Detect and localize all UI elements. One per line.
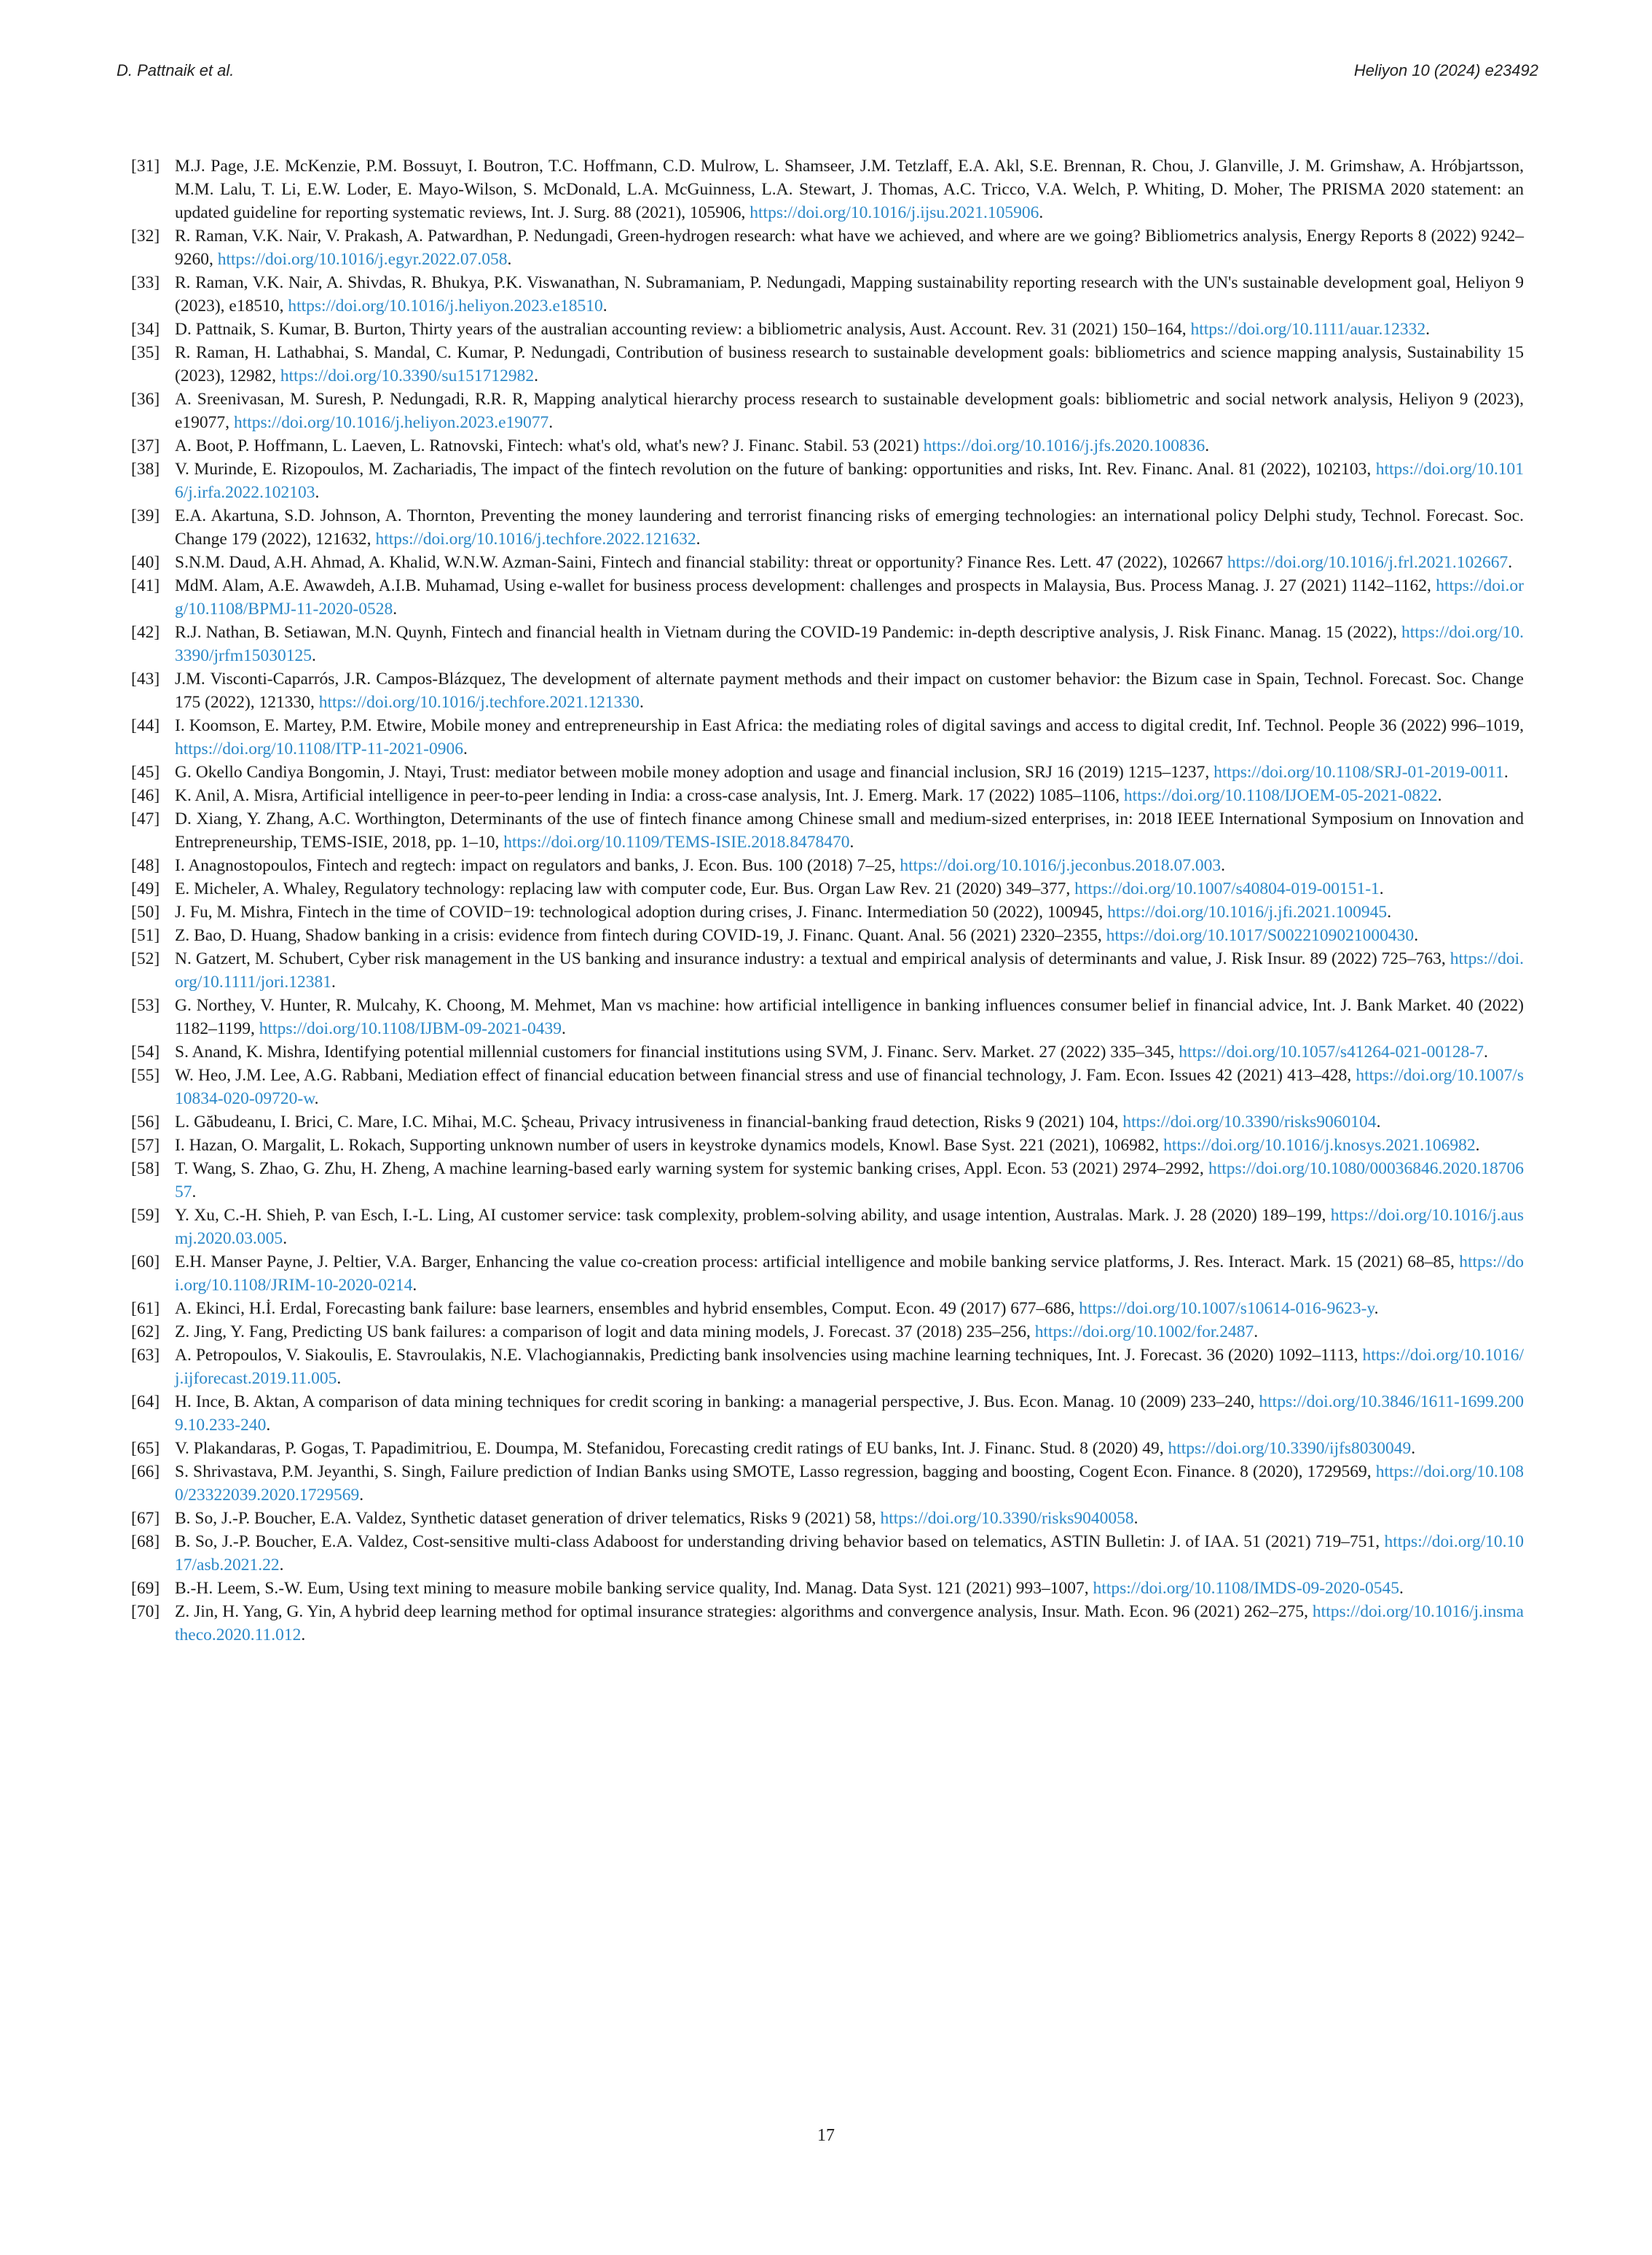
reference-tail: . <box>1254 1322 1259 1341</box>
doi-link[interactable]: https://doi.org/10.1016/j.irfa.2022.102103 <box>175 460 1524 502</box>
reference-list <box>131 154 1524 1647</box>
reference-tail: . <box>301 1625 306 1644</box>
doi-link[interactable]: https://doi.org/10.1111/auar.12332 <box>1190 320 1426 339</box>
reference-text: S.N.M. Daud, A.H. Ahmad, A. Khalid, W.N.W. Azman-Saini, Fintech and financial stability: threat or opportunity? Finance Res. Lett. 47 (2022), 102667 <box>175 553 1227 572</box>
reference-number: [43] <box>131 670 160 689</box>
reference-text: V. Murinde, E. Rizopoulos, M. Zachariadis, The impact of the fintech revolution on the future of banking: opportunities and risks, Int. Rev. Financ. Anal. 81 (2022), 102103, <box>175 460 1376 479</box>
doi-link[interactable]: https://doi.org/10.1080/23322039.2020.1729569 <box>175 1462 1524 1505</box>
reference-item <box>131 1064 1524 1110</box>
reference-text: A. Petropoulos, V. Siakoulis, E. Stavroulakis, N.E. Vlachogiannakis, Predicting bank insolvencies using machine learning techniques, Int. J. Forecast. 36 (2020) 1092–1113, <box>175 1346 1363 1365</box>
reference-number: [65] <box>131 1439 160 1458</box>
reference-number: [59] <box>131 1206 160 1225</box>
reference-text: A. Ekinci, H.İ. Erdal, Forecasting bank failure: base learners, ensembles and hybrid ensembles, Comput. Econ. 49 (2017) 677–686, <box>175 1299 1079 1318</box>
reference-text: M.J. Page, J.E. McKenzie, P.M. Bossuyt, I. Boutron, T.C. Hoffmann, C.D. Mulrow, L. Shamseer, J.M. Tetzlaff, E.A. Akl, S.E. Brennan, R. Chou, J. Glanville, J. M. Grimshaw, A. Hróbjartsson, M.M. Lalu, T. Li, E.W. Loder, E. Mayo-Wilson, S. McDonald, L.A. McGuinness, L.A. Stewart, J. Thomas, A.C. Tricco, V.A. Welch, P. Whiting, D. Moher, The PRISMA 2020 statement: an updated guideline for reporting systematic reviews, Int. J. Surg. 88 (2021), 105906, <box>175 157 1524 222</box>
reference-text: H. Ince, B. Aktan, A comparison of data mining techniques for credit scoring in banking: a managerial perspective, J. Bus. Econ. Manag. 10 (2009) 233–240, <box>175 1392 1259 1411</box>
reference-tail: . <box>534 366 538 385</box>
reference-item <box>131 271 1524 318</box>
reference-tail: . <box>1379 879 1384 898</box>
reference-tail: . <box>1503 763 1509 782</box>
reference-number: [58] <box>131 1159 160 1178</box>
doi-link[interactable]: https://doi.org/10.3390/jrfm15030125 <box>175 623 1524 665</box>
reference-item <box>131 807 1524 854</box>
doi-link[interactable]: https://doi.org/10.1108/JRIM-10-2020-0214 <box>175 1252 1524 1295</box>
reference-number: [41] <box>131 576 160 595</box>
reference-tail: . <box>412 1276 417 1295</box>
doi-link[interactable]: https://doi.org/10.1002/for.2487 <box>1034 1322 1254 1341</box>
reference-tail: . <box>1508 553 1513 572</box>
reference-tail: . <box>1039 203 1044 222</box>
reference-number: [54] <box>131 1043 160 1062</box>
doi-link[interactable]: https://doi.org/10.1016/j.ausmj.2020.03.005 <box>175 1206 1524 1248</box>
reference-number: [45] <box>131 763 160 782</box>
doi-link[interactable]: https://doi.org/10.1108/ITP-11-2021-0906 <box>175 740 464 758</box>
reference-tail: . <box>283 1229 288 1248</box>
reference-tail: . <box>192 1183 197 1201</box>
reference-item <box>131 1250 1524 1297</box>
reference-number: [44] <box>131 716 160 735</box>
doi-link[interactable]: https://doi.org/10.1007/s10834-020-09720-w <box>175 1066 1524 1108</box>
reference-text: I. Koomson, E. Martey, P.M. Etwire, Mobile money and entrepreneurship in East Africa: the mediating roles of digital savings and access to digital credit, Inf. Technol. People 36 (2022) 996–1019, <box>175 716 1524 735</box>
doi-link[interactable]: https://doi.org/10.1108/IMDS-09-2020-0545 <box>1093 1579 1399 1598</box>
reference-text: S. Shrivastava, P.M. Jeyanthi, S. Singh, Failure prediction of Indian Banks using SMOTE, Lasso regression, bagging and boosting, Cogent Econ. Finance. 8 (2020), 1729569, <box>175 1462 1376 1481</box>
doi-link[interactable]: https://doi.org/10.3846/1611-1699.2009.10.233-240 <box>175 1392 1524 1435</box>
reference-tail: . <box>337 1369 342 1388</box>
reference-text: A. Sreenivasan, M. Suresh, P. Nedungadi, R.R. R, Mapping analytical hierarchy process research to sustainable development goals: bibliometric and social network analysis, Heliyon 9 (2023), e19077, <box>175 390 1524 432</box>
reference-item <box>131 901 1524 924</box>
reference-tail: . <box>314 1089 319 1108</box>
reference-text: J. Fu, M. Mishra, Fintech in the time of COVID−19: technological adoption during crises, J. Financ. Intermediation 50 (2022), 100945, <box>175 903 1108 922</box>
reference-text: D. Pattnaik, S. Kumar, B. Burton, Thirty years of the australian accounting review: a bibliometric analysis, Aust. Account. Rev. 31 (2021) 150–164, <box>175 320 1191 339</box>
reference-item <box>131 947 1524 994</box>
doi-link[interactable]: https://doi.org/10.3390/ijfs8030049 <box>1168 1439 1412 1458</box>
reference-item <box>131 667 1524 714</box>
reference-text: N. Gatzert, M. Schubert, Cyber risk management in the US banking and insurance industry: a textual and empirical analysis of determinants and value, J. Risk Insur. 89 (2022) 725–763, <box>175 949 1450 968</box>
reference-item <box>131 154 1524 224</box>
doi-link[interactable]: https://doi.org/10.1016/j.techfore.2021.121330 <box>318 693 640 712</box>
reference-text: V. Plakandaras, P. Gogas, T. Papadimitriou, E. Doumpa, M. Stefanidou, Forecasting credit ratings of EU banks, Int. J. Financ. Stud. 8 (2020) 49, <box>175 1439 1168 1458</box>
reference-item <box>131 1040 1524 1064</box>
reference-number: [39] <box>131 506 160 525</box>
reference-number: [47] <box>131 809 160 828</box>
reference-number: [48] <box>131 856 160 875</box>
reference-number: [61] <box>131 1299 160 1318</box>
reference-tail: . <box>1399 1579 1404 1598</box>
reference-tail: . <box>639 693 644 712</box>
doi-link[interactable]: https://doi.org/10.1007/s40804-019-00151-1 <box>1074 879 1380 898</box>
reference-text: E. Micheler, A. Whaley, Regulatory technology: replacing law with computer code, Eur. Bus. Organ Law Rev. 21 (2020) 349–377, <box>175 879 1075 898</box>
reference-number: [31] <box>131 157 160 176</box>
reference-text: J.M. Visconti-Caparrós, J.R. Campos-Blázquez, The development of alternate payment methods and their impact on customer behavior: the Bizum case in Spain, Technol. Forecast. Soc. Change 175 (2022), 121330, <box>175 670 1524 712</box>
reference-text: Z. Jing, Y. Fang, Predicting US bank failures: a comparison of logit and data mining models, J. Forecast. 37 (2018) 235–256, <box>175 1322 1035 1341</box>
running-header <box>117 61 1538 80</box>
doi-link[interactable]: https://doi.org/10.1109/TEMS-ISIE.2018.8478470 <box>503 833 850 852</box>
reference-tail: . <box>331 973 336 992</box>
doi-link[interactable]: https://doi.org/10.1016/j.techfore.2022.121632 <box>375 530 696 549</box>
reference-number: [63] <box>131 1346 160 1365</box>
reference-tail: . <box>1376 1113 1381 1132</box>
doi-link[interactable]: https://doi.org/10.3390/risks9060104 <box>1122 1113 1377 1132</box>
reference-number: [56] <box>131 1113 160 1132</box>
reference-text: B. So, J.-P. Boucher, E.A. Valdez, Synthetic dataset generation of driver telematics, Risks 9 (2021) 58, <box>175 1509 881 1528</box>
reference-item <box>131 854 1524 877</box>
reference-item <box>131 994 1524 1040</box>
reference-text: A. Boot, P. Hoffmann, L. Laeven, L. Ratnovski, Fintech: what's old, what's new? J. Financ. Stabil. 53 (2021) <box>175 436 924 455</box>
reference-item <box>131 388 1524 434</box>
doi-link[interactable]: https://doi.org/10.1016/j.heliyon.2023.e18510 <box>288 297 603 315</box>
doi-link[interactable]: https://doi.org/10.1016/j.ijsu.2021.105906 <box>750 203 1039 222</box>
reference-tail: . <box>266 1416 271 1435</box>
reference-number: [60] <box>131 1252 160 1271</box>
reference-number: [36] <box>131 390 160 409</box>
reference-item <box>131 458 1524 504</box>
reference-number: [51] <box>131 926 160 945</box>
reference-tail: . <box>1437 786 1442 805</box>
reference-item <box>131 784 1524 807</box>
doi-link[interactable]: https://doi.org/10.1017/asb.2021.22 <box>175 1532 1524 1574</box>
header-authors: D. Pattnaik et al. <box>117 61 235 79</box>
page-number: 17 <box>817 2126 835 2145</box>
reference-item <box>131 1460 1524 1507</box>
reference-number: [46] <box>131 786 160 805</box>
reference-item <box>131 714 1524 761</box>
reference-number: [53] <box>131 996 160 1015</box>
reference-item <box>131 1134 1524 1157</box>
doi-link[interactable]: https://doi.org/10.1108/BPMJ-11-2020-0528 <box>175 576 1524 619</box>
reference-number: [67] <box>131 1509 160 1528</box>
reference-text: Z. Jin, H. Yang, G. Yin, A hybrid deep learning method for optimal insurance strategies: algorithms and convergence analysis, Insur. Math. Econ. 96 (2021) 262–275, <box>175 1602 1313 1621</box>
reference-item <box>131 341 1524 388</box>
reference-text: I. Anagnostopoulos, Fintech and regtech: impact on regulators and banks, J. Econ. Bus. 100 (2018) 7–25, <box>175 856 900 875</box>
doi-link[interactable]: https://doi.org/10.1057/s41264-021-00128-7 <box>1179 1043 1484 1062</box>
doi-link[interactable]: https://doi.org/10.3390/su151712982 <box>280 366 535 385</box>
doi-link[interactable]: https://doi.org/10.1080/00036846.2020.1870657 <box>175 1159 1524 1201</box>
doi-link[interactable]: https://doi.org/10.1016/j.knosys.2021.106982 <box>1163 1136 1476 1155</box>
reference-text: R. Raman, V.K. Nair, V. Prakash, A. Patwardhan, P. Nedungadi, Green-hydrogen research: what have we achieved, and where are we going? Bibliometrics analysis, Energy Reports 8 (2022) 9242–9260, <box>175 227 1524 269</box>
reference-tail: . <box>1414 926 1419 945</box>
doi-link[interactable]: https://doi.org/10.1016/j.heliyon.2023.e19077 <box>233 413 549 432</box>
reference-text: R. Raman, H. Lathabhai, S. Mandal, C. Kumar, P. Nedungadi, Contribution of business research to sustainable development goals: bibliometrics and science mapping analysis, Sustainability 15 (2023), 12982, <box>175 343 1524 385</box>
reference-text: R.J. Nathan, B. Setiawan, M.N. Quynh, Fintech and financial health in Vietnam during the COVID-19 Pandemic: in-depth descriptive analysis, J. Risk Financ. Manag. 15 (2022), <box>175 623 1401 642</box>
reference-item <box>131 621 1524 667</box>
reference-tail: . <box>602 297 607 315</box>
reference-number: [37] <box>131 436 160 455</box>
doi-link[interactable]: https://doi.org/10.1016/j.insmatheco.2020.11.012 <box>175 1602 1524 1644</box>
reference-text: S. Anand, K. Mishra, Identifying potential millennial customers for financial institutions using SVM, J. Financ. Serv. Market. 27 (2022) 335–345, <box>175 1043 1179 1062</box>
reference-text: I. Hazan, O. Margalit, L. Rokach, Supporting unknown number of users in keystroke dynamics models, Knowl. Base Syst. 221 (2021), 106982, <box>175 1136 1164 1155</box>
reference-item <box>131 877 1524 901</box>
doi-link[interactable]: https://doi.org/10.1108/IJBM-09-2021-0439 <box>259 1019 562 1038</box>
reference-tail: . <box>359 1486 364 1505</box>
reference-item <box>131 1600 1524 1647</box>
reference-tail: . <box>1475 1136 1480 1155</box>
doi-link[interactable]: https://doi.org/10.1108/IJOEM-05-2021-0822 <box>1123 786 1438 805</box>
header-journal: Heliyon 10 (2024) e23492 <box>1353 61 1538 79</box>
reference-text: MdM. Alam, A.E. Awawdeh, A.I.B. Muhamad, Using e-wallet for business process development: challenges and prospects in Malaysia, Bus. Process Manag. J. 27 (2021) 1142–1162, <box>175 576 1436 595</box>
doi-link[interactable]: https://doi.org/10.1108/SRJ-01-2019-0011 <box>1214 763 1504 782</box>
reference-text: D. Xiang, Y. Zhang, A.C. Worthington, Determinants of the use of fintech finance among Chinese small and medium-sized enterprises, in: 2018 IEEE International Symposium on Innovation and Entrepreneurship, TEMS-ISIE, 2018, pp. 1–10, <box>175 809 1524 852</box>
doi-link[interactable]: https://doi.org/10.1007/s10614-016-9623-y <box>1079 1299 1374 1318</box>
reference-item <box>131 551 1524 574</box>
reference-tail: . <box>507 250 512 269</box>
reference-item <box>131 1110 1524 1134</box>
reference-text: G. Northey, V. Hunter, R. Mulcahy, K. Choong, M. Mehmet, Man vs machine: how artificial intelligence in banking influences consumer belief in financial advice, Int. J. Bank Market. 40 (2022) 1182–1199, <box>175 996 1524 1038</box>
reference-item <box>131 1157 1524 1204</box>
reference-number: [68] <box>131 1532 160 1551</box>
reference-number: [33] <box>131 273 160 292</box>
doi-link[interactable]: https://doi.org/10.1016/j.jeconbus.2018.07.003 <box>900 856 1222 875</box>
reference-number: [32] <box>131 227 160 246</box>
reference-number: [57] <box>131 1136 160 1155</box>
reference-number: [50] <box>131 903 160 922</box>
reference-item <box>131 1344 1524 1390</box>
reference-tail: . <box>1221 856 1226 875</box>
reference-number: [66] <box>131 1462 160 1481</box>
reference-item <box>131 924 1524 947</box>
reference-tail: . <box>548 413 554 432</box>
reference-tail: . <box>315 483 320 502</box>
reference-item <box>131 761 1524 784</box>
reference-text: R. Raman, V.K. Nair, A. Shivdas, R. Bhukya, P.K. Viswanathan, N. Subramaniam, P. Nedungadi, Mapping sustainability reporting research with the UN's sustainable development goal, Heliyon 9 (2023), e18510, <box>175 273 1524 315</box>
reference-item <box>131 1507 1524 1530</box>
doi-link[interactable]: https://doi.org/10.1016/j.jfs.2020.100836 <box>923 436 1205 455</box>
reference-text: Y. Xu, C.-H. Shieh, P. van Esch, I.-L. Ling, AI customer service: task complexity, problem-solving ability, and usage intention, Australas. Mark. J. 28 (2020) 189–199, <box>175 1206 1331 1225</box>
reference-number: [49] <box>131 879 160 898</box>
reference-text: W. Heo, J.M. Lee, A.G. Rabbani, Mediation effect of financial education between financial stress and use of financial technology, J. Fam. Econ. Issues 42 (2021) 413–428, <box>175 1066 1356 1085</box>
reference-number: [38] <box>131 460 160 479</box>
reference-text: B.-H. Leem, S.-W. Eum, Using text mining to measure mobile banking service quality, Ind. Manag. Data Syst. 121 (2021) 993–1007, <box>175 1579 1093 1598</box>
reference-item <box>131 1320 1524 1344</box>
reference-number: [64] <box>131 1392 160 1411</box>
doi-link[interactable]: https://doi.org/10.1016/j.jfi.2021.100945 <box>1107 903 1388 922</box>
reference-number: [35] <box>131 343 160 362</box>
reference-number: [40] <box>131 553 160 572</box>
reference-item <box>131 434 1524 458</box>
doi-link[interactable]: https://doi.org/10.1016/j.egyr.2022.07.058 <box>217 250 508 269</box>
reference-item <box>131 1437 1524 1460</box>
doi-link[interactable]: https://doi.org/10.1016/j.frl.2021.102667 <box>1227 553 1509 572</box>
reference-text: Z. Bao, D. Huang, Shadow banking in a crisis: evidence from fintech during COVID-19, J. Financ. Quant. Anal. 56 (2021) 2320–2355, <box>175 926 1106 945</box>
reference-number: [52] <box>131 949 160 968</box>
reference-text: L. Găbudeanu, I. Brici, C. Mare, I.C. Mihai, M.C. Şcheau, Privacy intrusiveness in financial-banking fraud detection, Risks 9 (2021) 104, <box>175 1113 1123 1132</box>
reference-tail: . <box>463 740 468 758</box>
reference-item <box>131 1297 1524 1320</box>
reference-item <box>131 1577 1524 1600</box>
reference-item <box>131 574 1524 621</box>
reference-tail: . <box>849 833 854 852</box>
reference-tail: . <box>1374 1299 1379 1318</box>
reference-item <box>131 318 1524 341</box>
reference-item <box>131 224 1524 271</box>
doi-link[interactable]: https://doi.org/10.1111/jori.12381 <box>175 949 1524 992</box>
reference-tail: . <box>393 600 398 619</box>
reference-tail: . <box>696 530 701 549</box>
reference-item <box>131 1530 1524 1577</box>
reference-number: [62] <box>131 1322 160 1341</box>
reference-text: K. Anil, A. Misra, Artificial intelligence in peer-to-peer lending in India: a cross-case analysis, Int. J. Emerg. Mark. 17 (2022) 1085–1106, <box>175 786 1124 805</box>
reference-number: [42] <box>131 623 160 642</box>
reference-tail: . <box>1411 1439 1416 1458</box>
reference-text: T. Wang, S. Zhao, G. Zhu, H. Zheng, A machine learning-based early warning system for systemic banking crises, Appl. Econ. 53 (2021) 2974–2992, <box>175 1159 1208 1178</box>
reference-text: B. So, J.-P. Boucher, E.A. Valdez, Cost-sensitive multi-class Adaboost for understanding driving behavior based on telematics, ASTIN Bulletin: J. of IAA. 51 (2021) 719–751, <box>175 1532 1385 1551</box>
reference-text: E.A. Akartuna, S.D. Johnson, A. Thornton, Preventing the money laundering and terrorist financing risks of emerging technologies: an international policy Delphi study, Technol. Forecast. Soc. Change 179 (2022), 121632, <box>175 506 1524 549</box>
reference-text: G. Okello Candiya Bongomin, J. Ntayi, Trust: mediator between mobile money adoption and usage and financial inclusion, SRJ 16 (2019) 1215–1237, <box>175 763 1214 782</box>
doi-link[interactable]: https://doi.org/10.1016/j.ijforecast.2019.11.005 <box>175 1346 1524 1388</box>
reference-tail: . <box>1205 436 1210 455</box>
reference-number: [55] <box>131 1066 160 1085</box>
reference-item <box>131 1204 1524 1250</box>
reference-number: [70] <box>131 1602 160 1621</box>
reference-item <box>131 1390 1524 1437</box>
reference-tail: . <box>561 1019 566 1038</box>
reference-tail: . <box>1133 1509 1138 1528</box>
reference-tail: . <box>312 646 316 665</box>
reference-tail: . <box>1387 903 1392 922</box>
reference-number: [34] <box>131 320 160 339</box>
reference-tail: . <box>1483 1043 1488 1062</box>
reference-tail: . <box>279 1556 284 1574</box>
reference-number: [69] <box>131 1579 160 1598</box>
reference-tail: . <box>1425 320 1431 339</box>
reference-text: E.H. Manser Payne, J. Peltier, V.A. Barger, Enhancing the value co-creation process: artificial intelligence and mobile banking service platforms, J. Res. Interact. Mark. 15 (2021) 68–85, <box>175 1252 1460 1271</box>
reference-item <box>131 504 1524 551</box>
doi-link[interactable]: https://doi.org/10.3390/risks9040058 <box>880 1509 1134 1528</box>
doi-link[interactable]: https://doi.org/10.1017/S0022109021000430 <box>1106 926 1415 945</box>
